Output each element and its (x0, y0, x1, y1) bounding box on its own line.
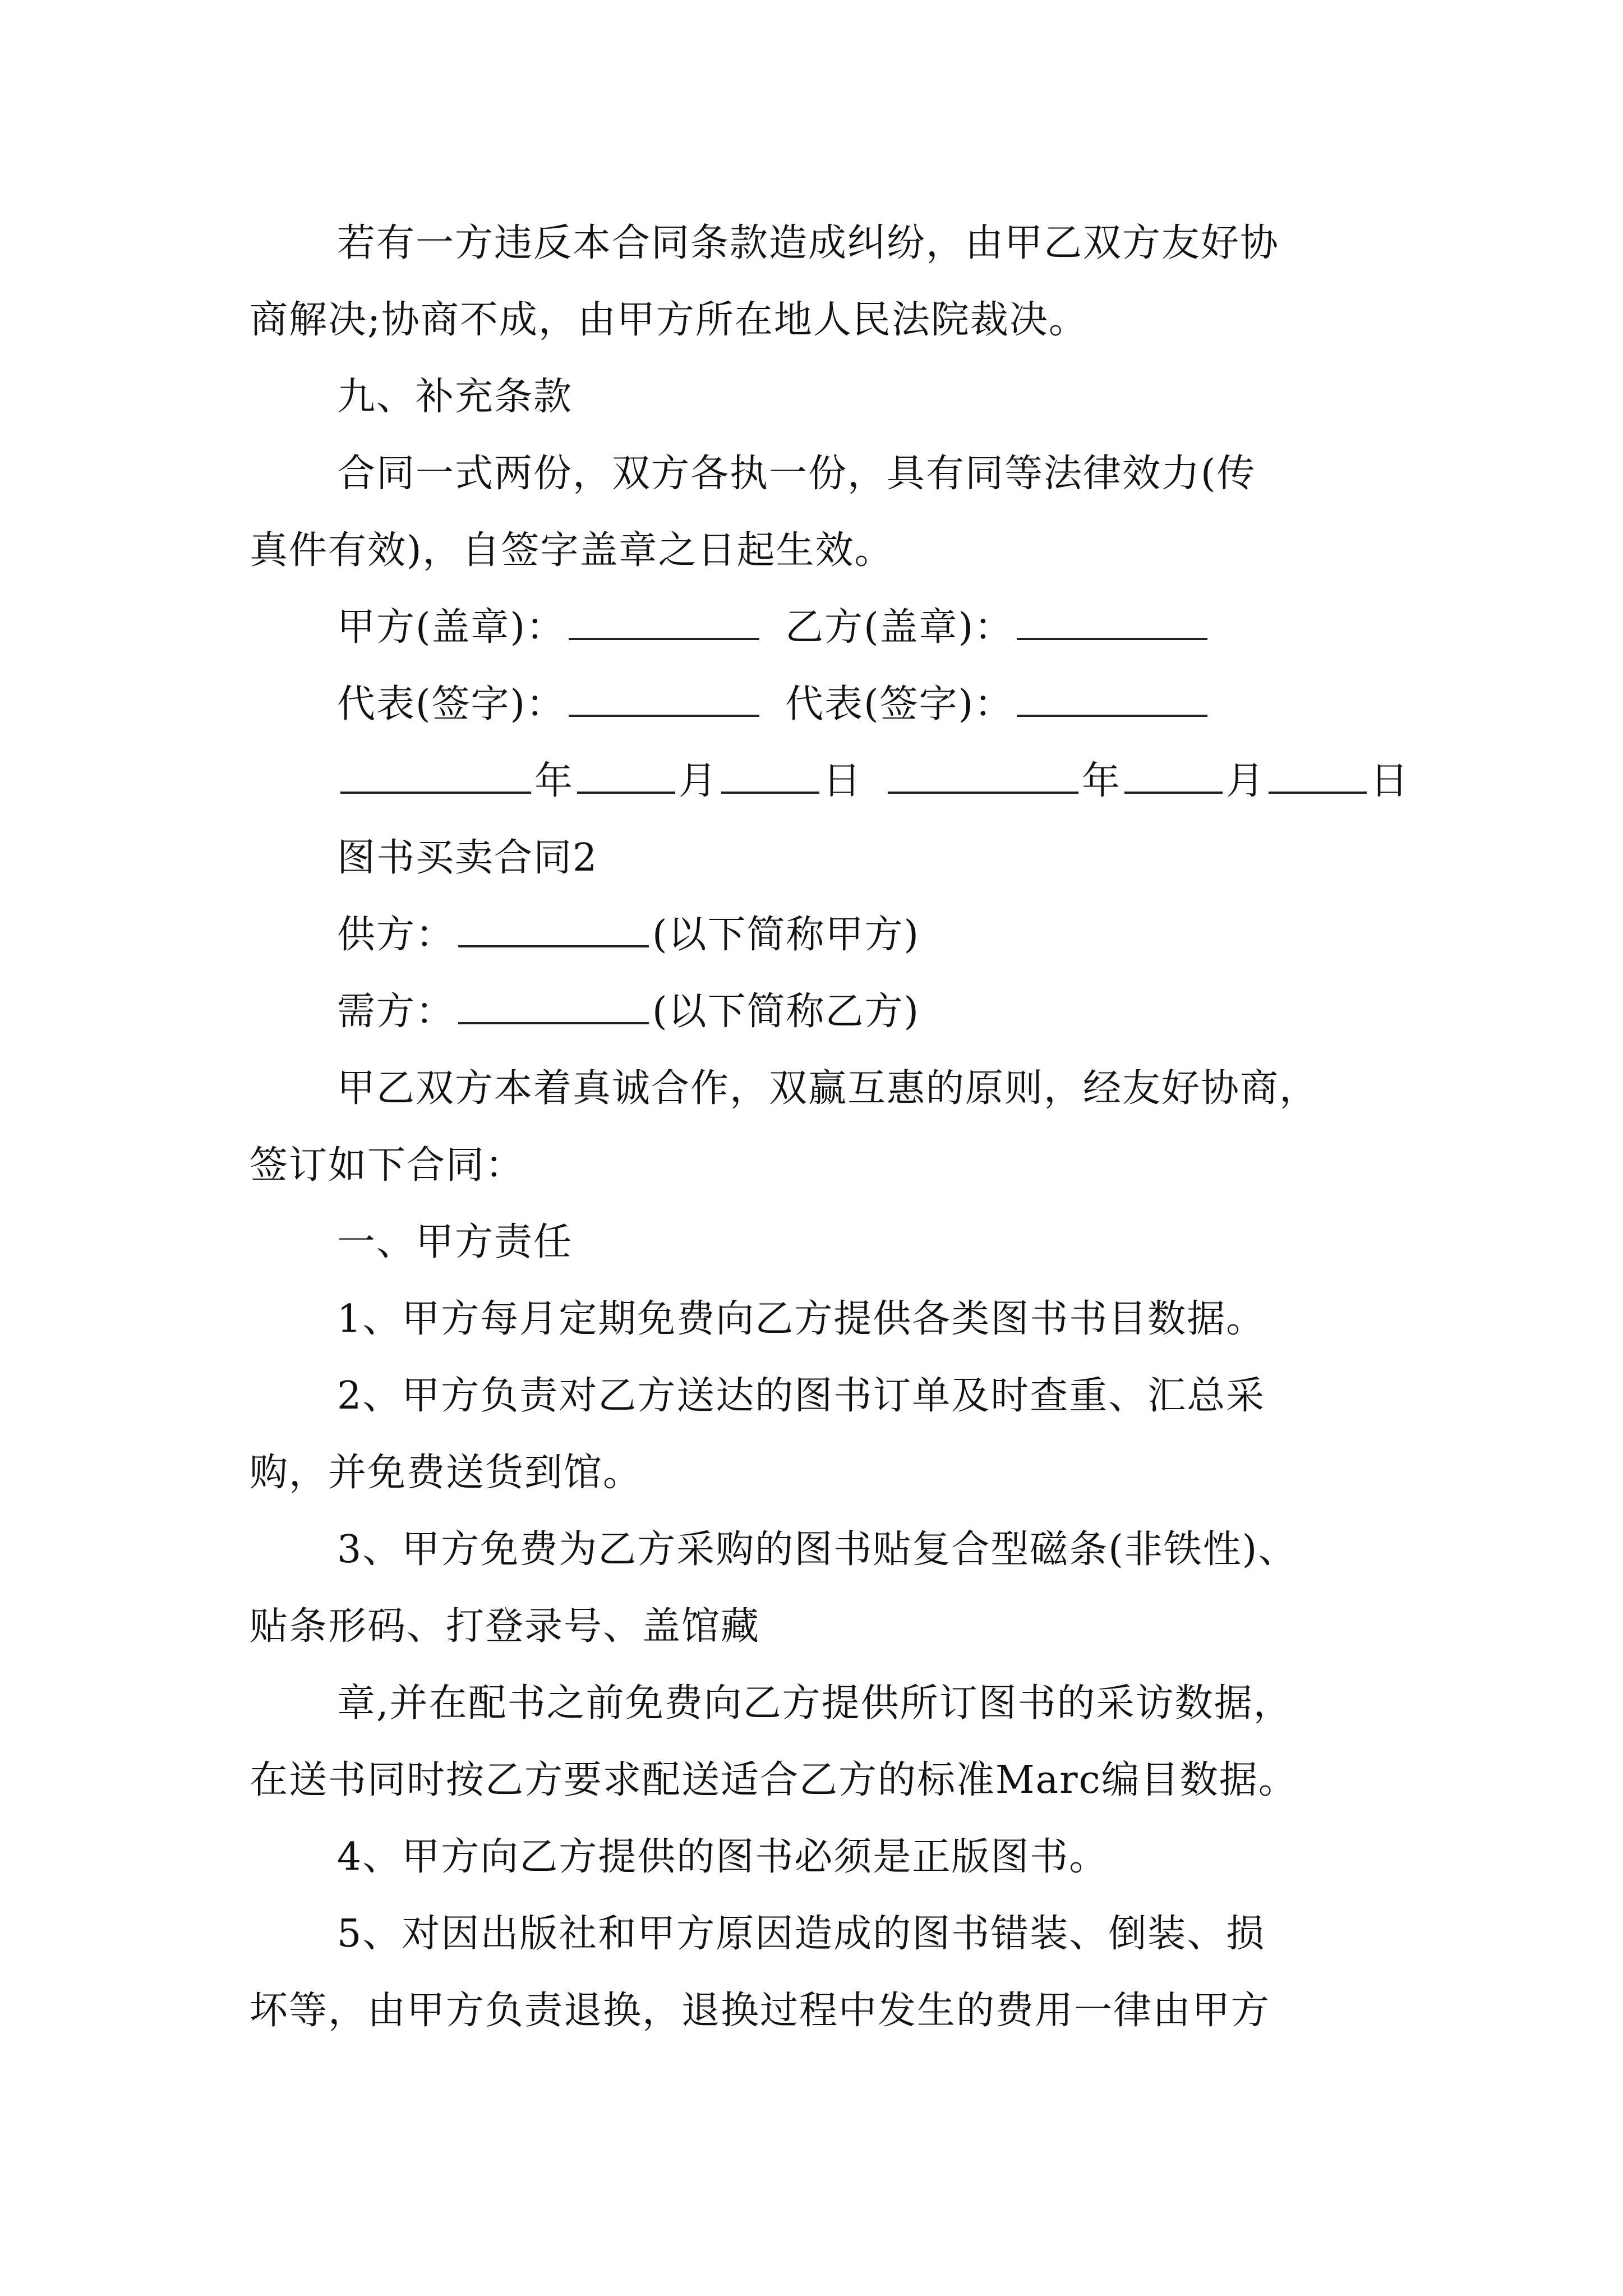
paragraph-line: 合同一式两份，双方各执一份，具有同等法律效力(传 (337, 452, 1256, 496)
year-label: 年 (534, 759, 574, 803)
year-blank (340, 762, 531, 794)
paragraph-line: 真件有效)，自签字盖章之日起生效。 (250, 528, 894, 573)
supplier-label: 供方： (337, 913, 455, 957)
party-a-rep-blank (569, 685, 759, 717)
paragraph-line: 在送书同时按乙方要求配送适合乙方的标准Marc编目数据。 (250, 1758, 1298, 1802)
document-body (250, 205, 1410, 2049)
party-b-rep-blank (1017, 685, 1207, 717)
paragraph-line: 1、甲方每月定期免费向乙方提供各类图书书目数据。 (337, 1297, 1266, 1341)
year-label: 年 (1082, 759, 1122, 803)
paragraph-line: 签订如下合同： (250, 1143, 525, 1188)
party-b-rep-label: 代表(签字)： (785, 682, 1014, 726)
month-blank (1124, 762, 1223, 794)
party-b-seal-blank (1017, 609, 1207, 640)
paragraph-line: 5、对因出版社和甲方原因造成的图书错装、倒装、损 (337, 1912, 1266, 1956)
day-blank (1269, 762, 1367, 794)
party-a-rep-label: 代表(签字)： (337, 682, 566, 726)
contract-title: 图书买卖合同2 (337, 836, 598, 880)
paragraph-line: 甲乙双方本着真诚合作，双赢互惠的原则，经友好协商， (337, 1066, 1319, 1111)
paragraph-line: 4、甲方向乙方提供的图书必须是正版图书。 (337, 1835, 1109, 1879)
buyer-blank (458, 993, 649, 1024)
buyer-label: 需方： (337, 990, 455, 1034)
section-heading: 九、补充条款 (337, 375, 573, 419)
month-label: 月 (1226, 759, 1266, 803)
party-a-seal-blank (569, 609, 759, 640)
month-label: 月 (679, 759, 718, 803)
paragraph-line: 坏等，由甲方负责退换，退换过程中发生的费用一律由甲方 (250, 1989, 1271, 2033)
party-b-seal-label: 乙方(盖章)： (785, 605, 1014, 650)
day-blank (721, 762, 819, 794)
party-a-seal-label: 甲方(盖章)： (337, 605, 566, 650)
paragraph-line: 3、甲方免费为乙方采购的图书贴复合型磁条(非铁性)、 (337, 1527, 1298, 1572)
date-row (250, 743, 1410, 820)
paragraph-line: 2、甲方负责对乙方送达的图书订单及时查重、汇总采 (337, 1374, 1266, 1418)
signature-row-seal (250, 589, 1391, 666)
supplier-note: (以下简称甲方) (652, 913, 920, 957)
day-label: 日 (823, 759, 863, 803)
month-blank (577, 762, 675, 794)
paragraph-line: 若有一方违反本合同条款造成纠纷，由甲乙双方友好协 (337, 221, 1280, 265)
paragraph-line: 章,并在配书之前免费向乙方提供所订图书的采访数据， (337, 1681, 1293, 1726)
section-heading: 一、甲方责任 (337, 1220, 573, 1264)
supplier-row (250, 896, 1391, 973)
paragraph-line: 贴条形码、打登录号、盖馆藏 (250, 1604, 760, 1649)
year-blank (888, 762, 1078, 794)
supplier-blank (458, 916, 649, 947)
paragraph-line: 商解决;协商不成，由甲方所在地人民法院裁决。 (250, 298, 1088, 342)
paragraph-line: 购，并免费送货到馆。 (250, 1451, 643, 1495)
buyer-row (250, 973, 1391, 1050)
signature-row-representative (250, 666, 1391, 743)
buyer-note: (以下简称乙方) (652, 990, 920, 1034)
day-label: 日 (1370, 759, 1410, 803)
